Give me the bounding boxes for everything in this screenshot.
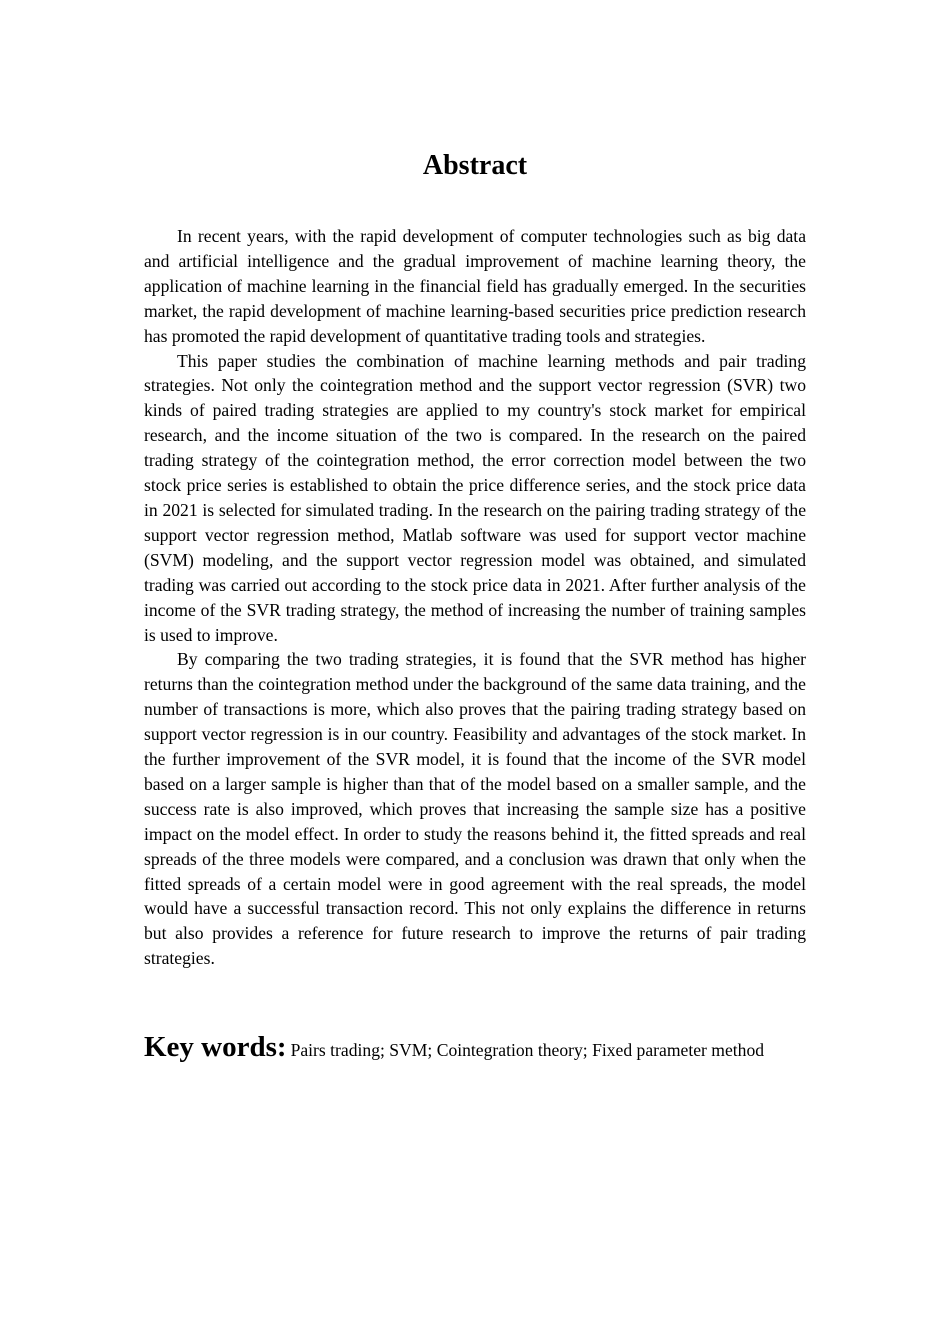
abstract-body [144,224,806,971]
keywords-text: Pairs trading; SVM; Cointegration theory; Fixed parameter method [290,1040,765,1060]
keywords-label: Key words: [144,1031,287,1063]
abstract-paragraph-3: By comparing the two trading strategies, it is found that the SVR method has higher returns than the cointegration method under the background of the same data training, and the number of transactions is more, which also proves that the pairing trading strategy based on support vector regression is in our country. Feasibility and advantages of the stock market. In the further improvement of the SVR model, it is found that the income of the SVR model based on a larger sample is higher than that of the model based on a smaller sample, and the success rate is also improved, which proves that increasing the sample size has a positive impact on the model effect. In order to study the reasons behind it, the fitted spreads and real spreads of the three models were compared, and a conclusion was drawn that only when the fitted spreads of a certain model were in good agreement with the real spreads, the model would have a successful transaction record. This not only explains the difference in returns but also provides a reference for future research to improve the returns of pair trading strategies. [144,649,806,969]
abstract-paragraph-1: In recent years, with the rapid development of computer technologies such as big data and artificial intelligence and the gradual improvement of machine learning theory, the application of machine learning in the financial field has gradually emerged. In the securities market, the rapid development of machine learning-based securities price prediction research has promoted the rapid development of quantitative trading tools and strategies. [144,226,806,346]
abstract-title: Abstract [422,150,528,181]
abstract-paragraph-2: This paper studies the combination of machine learning methods and pair trading strategies. Not only the cointegration method and the support vector regression (SVR) two kinds of paired trading strategies are applied to my country's stock market for empirical research, and the income situation of the two is compared. In the research on the paired trading strategy of the cointegration method, the error correction model between the two stock price series is established to obtain the price difference series, and the stock price data in 2021 is selected for simulated trading. In the research on the pairing trading strategy of the support vector regression method, Matlab software was used for support vector machine (SVM) modeling, and the support vector regression model was obtained, and simulated trading was carried out according to the stock price data in 2021. After further analysis of the income of the SVR trading strategy, the method of increasing the number of training samples is used to improve. [144,350,806,645]
keywords-line [144,1027,844,1072]
